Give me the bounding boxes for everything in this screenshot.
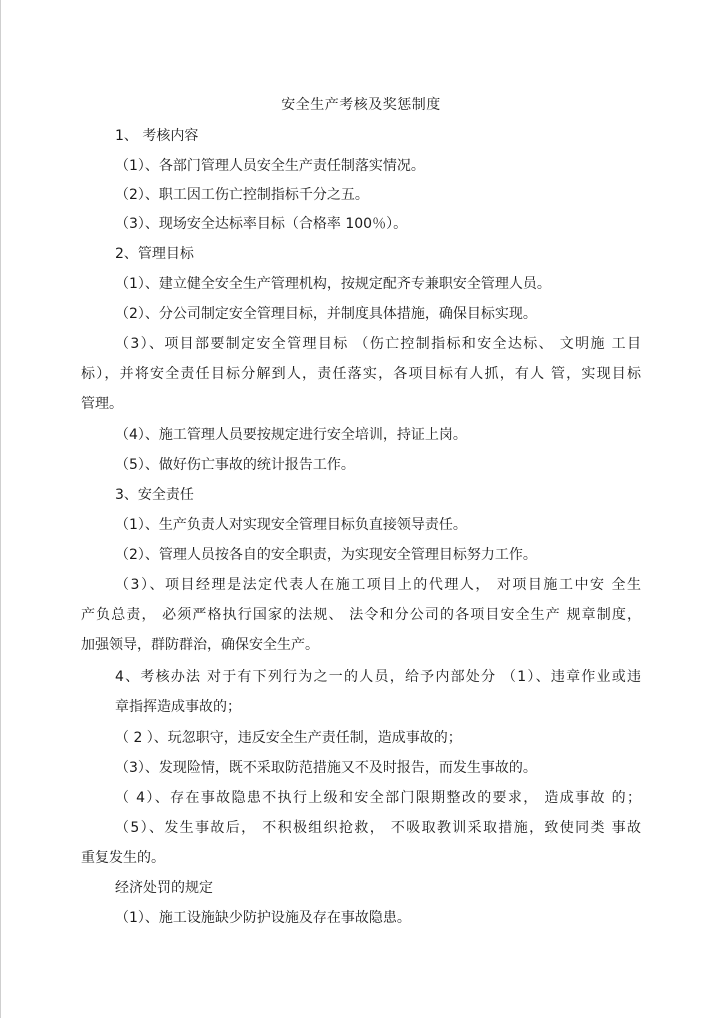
paragraph-line: （2）、分公司制定安全管理目标，并制度具体措施，确保目标实现。 — [115, 306, 537, 322]
section-heading-3: 3、安全责任 — [115, 487, 194, 503]
paragraph-line: （3）、项目经理是法定代表人在施工项目上的代理人， 对项目施工中安 全生 — [115, 577, 641, 593]
paragraph-line: 重复发生的。 — [81, 850, 165, 866]
paragraph-line: 管理。 — [81, 396, 123, 412]
paragraph-line: （2）、管理人员按各自的安全职责，为实现安全管理目标努力工作。 — [115, 547, 537, 563]
paragraph-line: （1）、生产负责人对实现安全管理目标负直接领导责任。 — [115, 517, 467, 533]
section-heading-2: 2、管理目标 — [115, 246, 194, 262]
section-subheading: 经济处罚的规定 — [115, 880, 213, 896]
paragraph-line: （1）、建立健全安全生产管理机构，按规定配齐专兼职安全管理人员。 — [115, 276, 551, 292]
paragraph-line: （3）、现场安全达标率目标（合格率 100％）。 — [115, 216, 408, 232]
paragraph-line: 产负总责， 必须严格执行国家的法规、 法令和分公司的各项目安全生产 规章制度， — [81, 607, 641, 623]
paragraph-line: 加强领导，群防群治，确保安全生产。 — [81, 637, 319, 653]
paragraph-line: （5）、做好伤亡事故的统计报告工作。 — [115, 457, 355, 473]
paragraph-line: （2）、职工因工伤亡控制指标千分之五。 — [115, 187, 369, 203]
paragraph-line: （1）、施工设施缺少防护设施及存在事故隐患。 — [115, 910, 411, 926]
paragraph-line: （5）、发生事故后， 不积极组织抢救， 不吸取教训采取措施，致使同类 事故 — [115, 820, 641, 836]
section-heading-1: 1、 考核内容 — [115, 128, 199, 144]
paragraph-line: 章指挥造成事故的； — [115, 699, 241, 715]
paragraph-line: （3）、发现险情，既不采取防范措施又不及时报告，而发生事故的。 — [115, 760, 537, 776]
paragraph-line: （4）、施工管理人员要按规定进行安全培训，持证上岗。 — [115, 427, 467, 443]
page-title: 安全生产考核及奖惩制度 — [281, 97, 441, 113]
paragraph-line: （1）、各部门管理人员安全生产责任制落实情况。 — [115, 158, 425, 174]
section-heading-4: 4、考核办法 对于有下列行为之一的人员，给予内部处分 （1）、违章作业或违 — [115, 669, 641, 685]
paragraph-line: （ 4）、存在事故隐患不执行上级和安全部门限期整改的要求， 造成事故 的； — [115, 790, 641, 806]
paragraph-line: 标），并将安全责任目标分解到人，责任落实，各项目标有人抓，有人 管，实现目标 — [81, 366, 641, 382]
paragraph-line: （3）、项目部要制定安全管理目标 （伤亡控制指标和安全达标、 文明施 工目 — [115, 336, 641, 352]
paragraph-line: （ 2 ）、玩忽职守，违反安全生产责任制，造成事故的； — [115, 730, 462, 746]
